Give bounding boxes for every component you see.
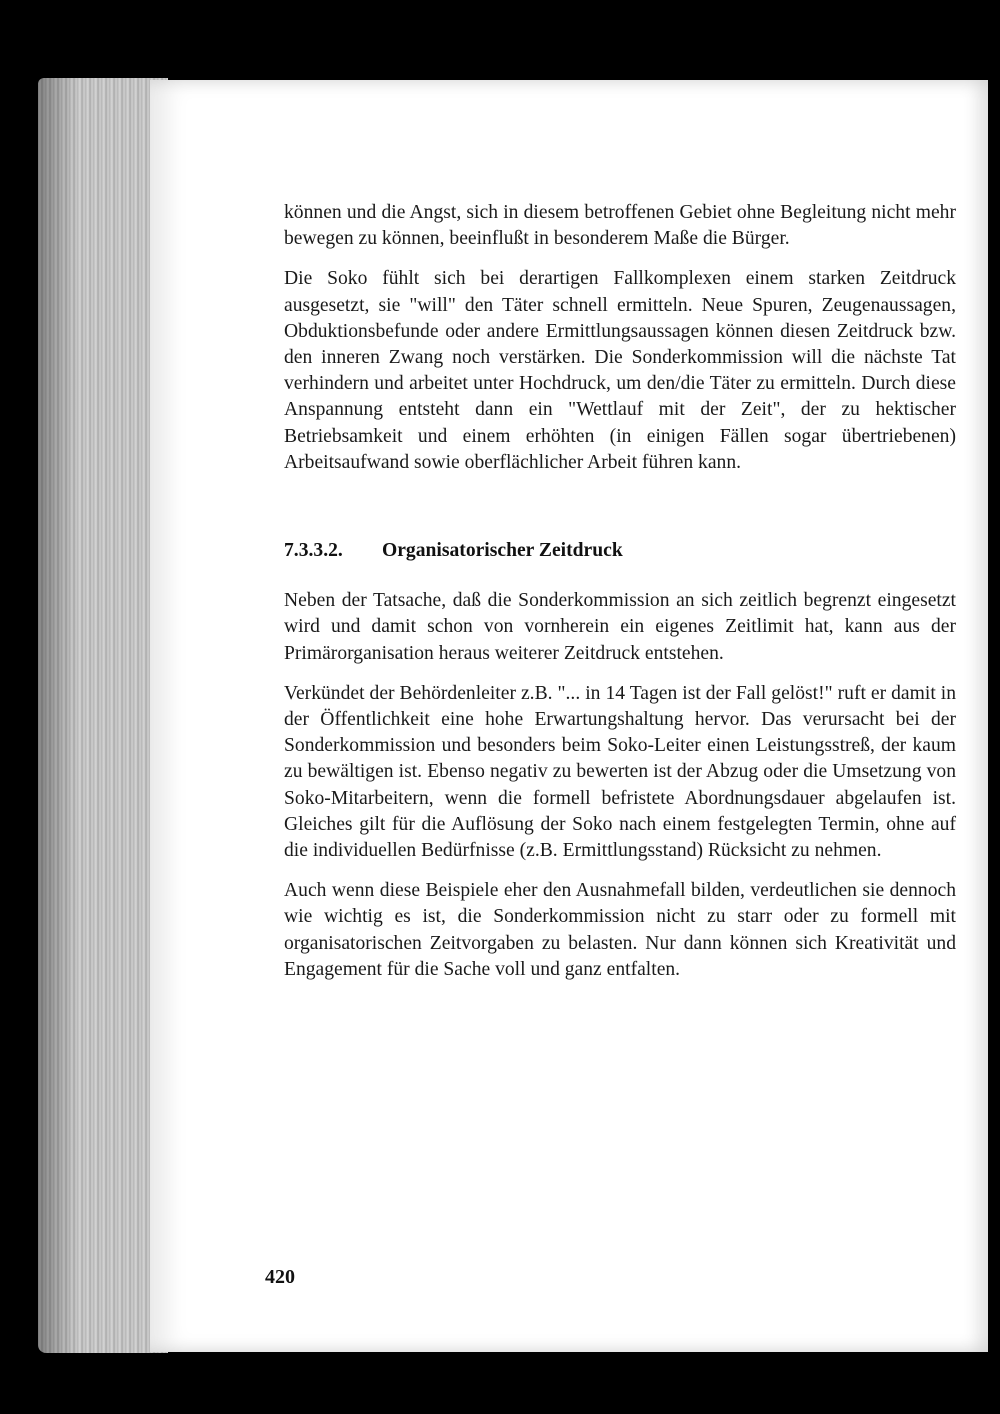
page-content xyxy=(284,200,956,997)
page-number: 420 xyxy=(265,1266,295,1288)
paragraph: können und die Angst, sich in diesem betroffenen Gebiet ohne Begleitung nicht mehr bewegen zu können, beeinflußt in besonderem Maße die Bürger. xyxy=(284,202,956,250)
paragraph: Verkündet der Behördenleiter z.B. "... in 14 Tagen ist der Fall gelöst!" ruft er damit in der Öffentlichkeit eine hohe Erwartungshaltung hervor. Das verursacht bei der Sonderkommission und besonders beim Soko-Leiter einen Leistungsstreß, der kaum zu bewältigen ist. Ebenso negativ zu bewerten ist der Abzug oder die Umsetzung von Soko-Mitarbeitern, wenn die formell befristete Abordnungsdauer abgelaufen ist. Gleiches gilt für die Auflösung der Soko nach einem festgelegten Termin, ohne auf die individuellen Bedürfnisse (z.B. Ermittlungsstand) Rücksicht zu nehmen. xyxy=(284,682,956,862)
paragraph: Die Soko fühlt sich bei derartigen Fallkomplexen einem starken Zeitdruck ausgesetzt, sie "will" den Täter schnell ermitteln. Neue Spuren, Zeugenaussagen, Obduktionsbefunde oder andere Ermittlungsaussagen können diesen Zeitdruck bzw. den inneren Zwang noch verstärken. Die Sonderkommission will die nächste Tat verhindern und arbeitet unter Hochdruck, um den/die Täter zu ermitteln. Durch diese Anspannung entsteht dann ein "Wettlauf mit der Zeit", der zu hektischer Betriebsamkeit und einem erhöhten (in einigen Fällen sogar übertriebenen) Arbeitsaufwand sowie oberflächlicher Arbeit führen kann. xyxy=(284,268,956,473)
book-page-edges xyxy=(38,78,168,1353)
page-sheet xyxy=(150,80,988,1352)
section-number: 7.3.3.2. xyxy=(284,540,343,562)
paragraph: Auch wenn diese Beispiele eher den Ausnahmefall bilden, verdeutlichen sie dennoch wie wichtig es ist, die Sonderkommission nicht zu starr oder zu formell mit organisatorischen Zeitvorgaben zu belasten. Nur dann können sich Kreativität und Engagement für die Sache voll und ganz entfalten. xyxy=(284,880,956,980)
paragraph: Neben der Tatsache, daß die Sonderkommission an sich zeitlich begrenzt eingesetzt wird und damit schon von vornherein ein eigenes Zeitlimit hat, kann aus der Primärorganisation heraus weiterer Zeitdruck entstehen. xyxy=(284,590,956,664)
section-heading xyxy=(284,538,956,564)
section-title: Organisatorischer Zeitdruck xyxy=(382,540,623,562)
